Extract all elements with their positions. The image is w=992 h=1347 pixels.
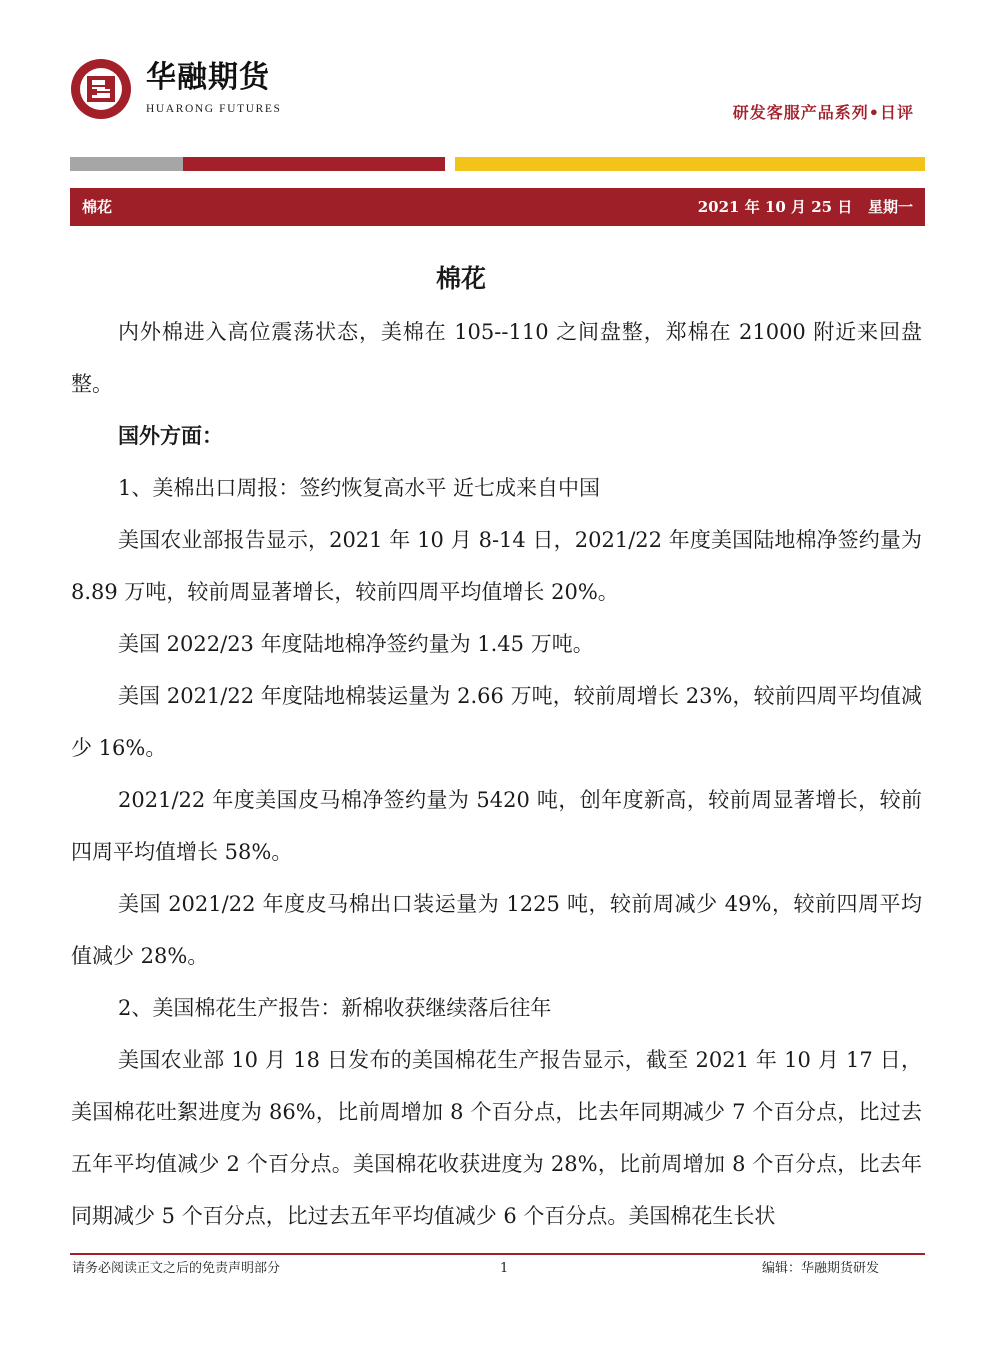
section-heading: 国外方面： <box>118 424 223 448</box>
footer-divider <box>70 1253 925 1255</box>
brand-name-en: HUARONG FUTURES <box>146 103 282 115</box>
paragraph: 2021/22 年度美国皮马棉净签约量为 5420 吨，创年度新高，较前周显著增长，较前四周平均值增长 58%。 <box>71 788 922 864</box>
article-title: 棉花 <box>435 264 486 293</box>
paragraph: 美国 2021/22 年度皮马棉出口装运量为 1225 吨，较前周减少 49%，较前四周平均值减少 28%。 <box>71 892 922 968</box>
category-band <box>70 188 925 226</box>
header-divider-gold <box>455 157 925 171</box>
paragraph: 内外棉进入高位震荡状态，美棉在 105--110 之间盘整，郑棉在 21000 附近来回盘整。 <box>71 320 922 396</box>
header-divider-gray <box>70 157 183 171</box>
article-body <box>71 306 922 1242</box>
header-divider-red <box>183 157 445 171</box>
category-label: 棉花 <box>82 198 113 216</box>
footer-disclaimer: 请务必阅读正文之后的免责声明部分 <box>72 1261 281 1276</box>
report-series: 研发客服产品系列•日评 <box>732 103 914 122</box>
paragraph: 美国 2022/23 年度陆地棉净签约量为 1.45 万吨。 <box>118 632 594 656</box>
paragraph: 美国农业部报告显示，2021 年 10 月 8-14 日，2021/22 年度美国陆地棉净签约量为 8.89 万吨，较前周显著增长，较前四周平均值增长 20%。 <box>71 528 922 604</box>
brand-name-cn: 华融期货 <box>146 60 270 95</box>
huarong-logo-icon <box>70 58 132 120</box>
report-date: 2021 年 10 月 25 日 星期一 <box>697 198 913 216</box>
paragraph: 美国农业部 10 月 18 日发布的美国棉花生产报告显示，截至 2021 年 10 月 17 日，美国棉花吐絮进度为 86%，比前周增加 8 个百分点，比去年同期减少 7 个百分点，比过去五年平均值减少 2 个百分点。美国棉花收获进度为 28%，比前周增加 8 个百分点，比去年同期减少 5 个百分点，比过去五年平均值减少 6 个百分点。美国棉花生长状 <box>71 1048 922 1228</box>
paragraph: 1、美棉出口周报：签约恢复高水平 近七成来自中国 <box>118 476 601 500</box>
footer-editor: 编辑：华融期货研发 <box>762 1261 880 1276</box>
paragraph: 2、美国棉花生产报告：新棉收获继续落后往年 <box>118 996 552 1020</box>
paragraph: 美国 2021/22 年度陆地棉装运量为 2.66 万吨，较前周增长 23%，较前四周平均值减少 16%。 <box>71 684 922 760</box>
page-number: 1 <box>500 1261 509 1276</box>
